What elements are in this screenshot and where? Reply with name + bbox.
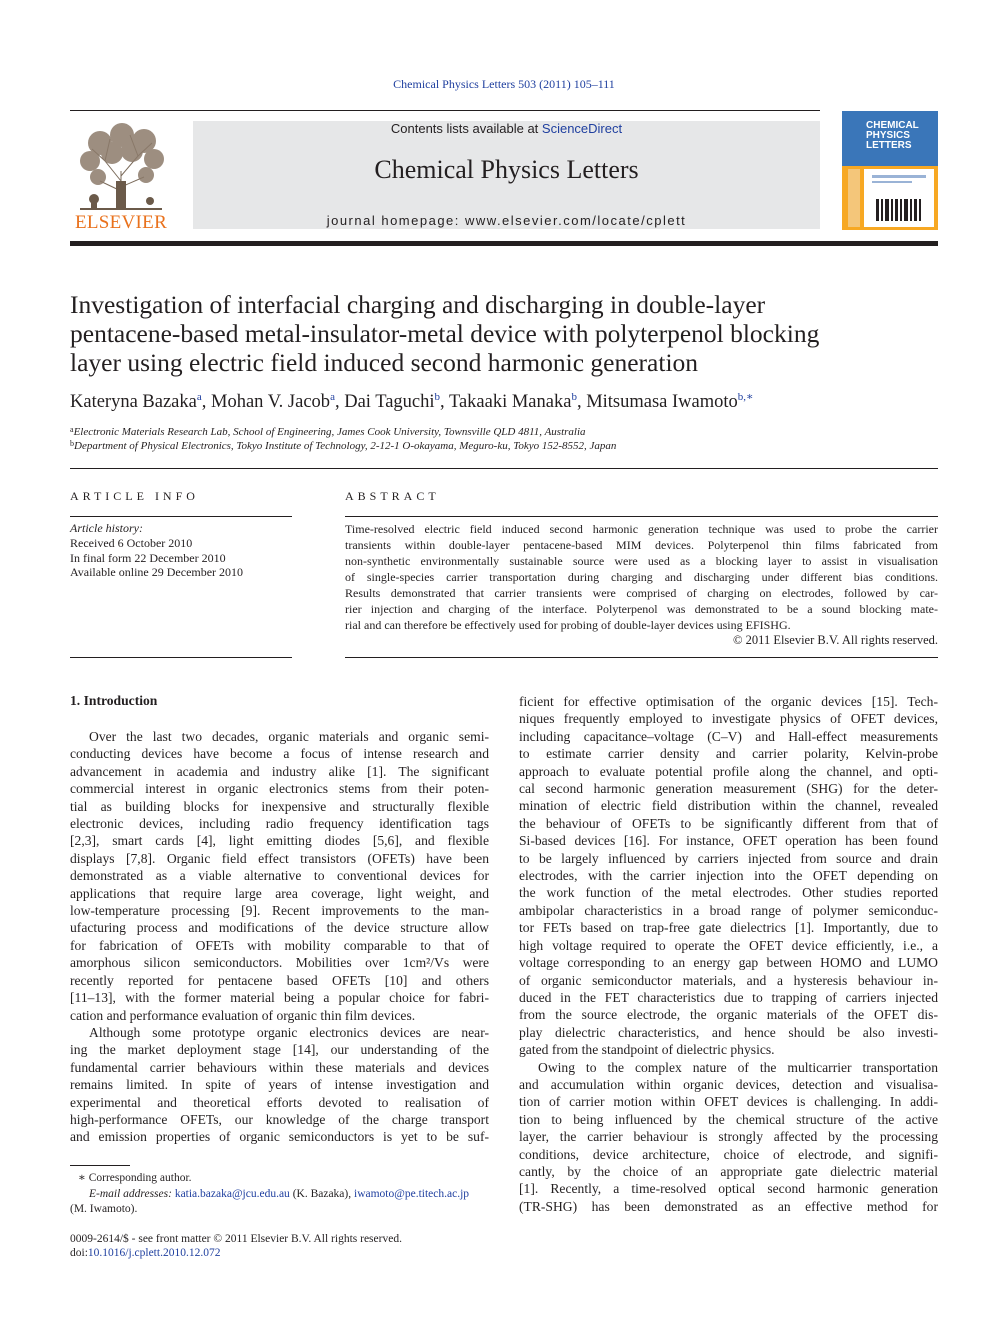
body-text-line: electronic devices, including radio frequency identification tags (70, 816, 489, 832)
body-text-line: displays [7,8]. Organic field effect transistors (OFETs) have been (70, 850, 489, 866)
title-line: layer using electric field induced second harmonic generation (70, 348, 699, 377)
author-name: Takaaki Manaka (448, 392, 572, 412)
body-text-line: Over the last two decades, organic materials and organic semi- (89, 729, 489, 744)
cover-barcode-icon (864, 169, 934, 227)
author-name: Mohan V. Jacob (211, 392, 331, 412)
body-text-line: high voltage required to operate the OFET device efficiently, i.e., a (519, 937, 938, 953)
body-text-line: remains limited. In spite of years of intense investigation and (70, 1077, 489, 1093)
body-text-line: [11–13], with the former material being a popular choice for fabri- (70, 990, 489, 1006)
abstract-line: rial and can therefore be effectively used for probing of double-layer devices using EFISHG. (345, 618, 791, 632)
body-text-line: the behaviour of OFETs to be significantly different from that of (519, 815, 938, 831)
divider (345, 657, 938, 658)
history-final-form: In final form 22 December 2010 (70, 550, 226, 565)
section-heading-introduction: 1. Introduction (70, 693, 158, 708)
body-text-line: applications that require large area coverage, light weight, and (70, 885, 489, 901)
body-text-line: demonstrated as a viable alternative to conventional devices for (70, 868, 489, 884)
cover-title (866, 121, 919, 151)
body-text-line: commercial interest in organic electronics stems from their poten- (70, 781, 489, 797)
body-text-line: experimental and theoretical efforts devoted to realisation of (70, 1094, 489, 1110)
body-text-line: to estimate carrier density and carrier polarity, Kelvin-probe (519, 746, 938, 762)
body-text-line: advancement in academia and industry alike [1]. The significant (70, 763, 489, 779)
affil-sup: a (70, 425, 74, 434)
article-title (70, 290, 920, 377)
affiliation-a (70, 425, 586, 438)
body-text-line: for fabrication of OFETs with mobility comparable to that of (70, 937, 489, 953)
title-line: Investigation of interfacial charging and discharging in double-layer (70, 290, 766, 319)
divider (70, 657, 292, 658)
body-text-line: layer, the carrier behaviour is strongly affected by the processing (519, 1129, 938, 1145)
author-list: Kateryna Bazaka$^a$, Mohan V. Jacob$^a$, Dai Taguchi$^b$, Takaaki Manaka$^b$, Mitsumasa Iwamoto$^{b,∗}$ (70, 391, 754, 412)
email-owner: (M. Iwamoto). (70, 1203, 138, 1215)
cover-title-line: CHEMICAL (866, 120, 919, 131)
body-text-line: the work function of the metal electrodes. Other studies reported (519, 885, 938, 901)
body-text-line: ficient for effective optimisation of the organic devices [15]. Tech- (519, 694, 938, 709)
cover-title-line: LETTERS (866, 140, 912, 151)
body-text-line: ambipolar characteristics in a broad range of polymer semiconduc- (519, 902, 938, 918)
email-link[interactable]: katia.bazaka@jcu.edu.au (174, 1188, 290, 1200)
history-available: Available online 29 December 2010 (70, 565, 244, 580)
body-text-line: Owing to the complex nature of the multicarrier transportation (538, 1059, 938, 1075)
body-text-line: ing the market deployment stage [14], our understanding of the (70, 1042, 489, 1058)
body-text-line: tion of carrier motion within OFET devices is challenging. In addi- (519, 1094, 938, 1110)
body-text-line: electrodes, with the carrier injection into the OFET depending on (519, 868, 938, 884)
history-received: Received 6 October 2010 (70, 535, 193, 550)
body-text-line: of organic semiconductor materials, and a hysteresis behaviour in- (519, 972, 938, 988)
body-text-line: tial as building blocks for inexpensive and structurally flexible (70, 798, 489, 814)
body-text-line: Although some prototype organic electronics devices are near- (89, 1024, 489, 1040)
contents-line (193, 121, 820, 136)
journal-title: Chemical Physics Letters (374, 155, 639, 184)
body-text-line: cal second harmonic generation measurement (SHG) for the deter- (519, 781, 938, 797)
divider (70, 516, 292, 517)
affil-text: Electronic Materials Research Lab, School of Engineering, James Cook University, Townsville QLD 4811, Australia (73, 426, 586, 438)
elsevier-wordmark: ELSEVIER (74, 212, 168, 233)
body-text-line: Si-based devices [16]. For instance, OFET operation has been found (519, 833, 938, 849)
history-label: Article history: (70, 521, 143, 535)
body-text-line: mination of electric field distribution within the channel, revealed (519, 798, 938, 814)
affil-text: Department of Physical Electronics, Tokyo Institute of Technology, 2-12-1 O-okayama, Meguro-ku, Tokyo 152-8552, Japan (74, 440, 617, 452)
doi-link[interactable]: 10.1016/j.cplett.2010.12.072 (87, 1247, 221, 1259)
body-text-line: to be largely influenced by carriers injected from source and drain (519, 850, 938, 866)
body-text-line: low-temperature processing [9]. Recent improvements to the man- (70, 903, 489, 919)
divider (345, 516, 938, 517)
abstract-line: non-synthetic environmentally sustainable source were used as a blocking layer to assist in visualisation (345, 554, 938, 568)
body-text-line: conditions, device architecture, choice of electrode, and signifi- (519, 1146, 938, 1162)
body-text-line: tor FETs based on trap-free gate dielectrics [1]. Importantly, due to (519, 920, 938, 936)
article-history (70, 521, 292, 580)
email-owner: (K. Bazaka), (292, 1188, 352, 1200)
abstract-line: of single-species carrier transportation during charging and discharging under different bias conditions. (345, 570, 938, 584)
body-text-line: high-performance OFETs, our knowledge of the charge transport (70, 1111, 489, 1127)
corresponding-author-note (70, 1170, 490, 1186)
body-text-line: niques frequently employed to investigate physics of OFET devices, (519, 711, 938, 727)
body-text-line: fundamental carrier behaviours within these materials and devices (70, 1059, 489, 1075)
journal-cover-thumbnail[interactable] (842, 111, 938, 230)
cover-inner-panel (864, 169, 934, 227)
abstract-line: Results demonstrated that carrier transients were comprised of charging on electrodes, followed by car- (345, 586, 938, 600)
header-thick-rule (70, 241, 938, 246)
body-text-line: voltage corresponding to an energy gap between HOMO and LUMO (519, 955, 938, 971)
author-affil-sup[interactable]: b,∗ (737, 391, 754, 403)
author-affil-sup[interactable]: a (196, 391, 202, 403)
doi-prefix: doi: (70, 1247, 88, 1259)
footnote-rule (70, 1165, 130, 1166)
cover-strip (848, 169, 860, 227)
abstract-line: rier injection and charging of the interface. Polyterpenol was demonstrated to be a sound blocking mate- (345, 602, 938, 616)
body-text-line: cantly, by the choice of an appropriate gate dielectric material (519, 1163, 938, 1179)
email-addresses (70, 1186, 490, 1202)
body-text-line: gated from the standpoint of dielectric physics. (519, 1042, 775, 1058)
affiliation-b (70, 439, 616, 452)
left-column (70, 728, 489, 1146)
body-text-line: ufacturing process and modifications of the device structure allow (70, 920, 489, 936)
abstract-copyright: © 2011 Elsevier B.V. All rights reserved. (733, 633, 938, 647)
corresponding-text: ∗ Corresponding author. (78, 1172, 192, 1184)
body-text-line: play dielectric characteristics, and hence should be also investi- (519, 1024, 938, 1040)
body-text-line: approach to evaluate potential profile along the channel, and opti- (519, 763, 938, 779)
journal-reference[interactable]: Chemical Physics Letters 503 (2011) 105–111 (393, 77, 615, 91)
body-text-line: from the source electrode, the organic materials of the OFET dis- (519, 1007, 938, 1023)
email-owner-line (70, 1201, 490, 1217)
right-column (519, 693, 938, 1215)
body-text-line: including capacitance–voltage (C–V) and Hall-effect measurements (519, 728, 938, 744)
email-label: E-mail addresses: (89, 1188, 172, 1200)
article-info-heading: ARTICLE INFO (70, 489, 199, 503)
journal-homepage[interactable]: journal homepage: www.elsevier.com/locate/cplett (326, 213, 687, 228)
body-text-line: conducting devices have become a focus of intense research and (70, 746, 489, 762)
body-text-line: [1]. Recently, a time-resolved optical second harmonic generation (519, 1181, 938, 1197)
body-text-line: (TR-SHG) has been demonstrated as an effective method for (519, 1198, 938, 1214)
body-text-line: recently reported for pentacene based OFETs [10] and others (70, 972, 489, 988)
body-text-line: cation and performance evaluation of organic thin film devices. (70, 1007, 416, 1023)
title-line: pentacene-based metal-insulator-metal device with polyterpenol blocking (70, 319, 820, 348)
affil-sup: b (70, 439, 74, 448)
author-name: Dai Taguchi (344, 392, 435, 412)
body-text-line: and emission properties of organic semiconductors is yet to be suf- (70, 1129, 489, 1145)
body-text-line: and accumulation within organic devices, detection and visualisa- (519, 1076, 938, 1092)
abstract-line: Time-resolved electric field induced second harmonic generation technique was used to probe the carrier (345, 522, 938, 536)
body-text-line: amorphous silicon semiconductors. Mobilities over 1cm²/Vs were (70, 955, 489, 971)
abstract-text (345, 521, 938, 633)
email-link[interactable]: iwamoto@pe.titech.ac.jp (354, 1188, 470, 1200)
top-rule (70, 110, 820, 111)
abstract-line: transients within double-layer pentacene-based MIM devices. Polyterpenol thin films fabricated from (345, 538, 938, 552)
divider (70, 468, 938, 469)
author-affil-sup[interactable]: a (330, 391, 335, 403)
doi-line (70, 1246, 220, 1261)
contents-prefix: Contents lists available at (390, 121, 542, 136)
abstract-heading: ABSTRACT (345, 489, 440, 503)
sciencedirect-link[interactable]: ScienceDirect (541, 121, 623, 136)
author-name: Kateryna Bazaka (70, 392, 197, 412)
author-name: Mitsumasa Iwamoto (586, 392, 738, 412)
body-text-line: [2,3], smart cards [4], light emitting diodes [5,6], and flexible (70, 833, 489, 849)
body-text-line: duced in the FET characteristics due to trapping of carriers injected (519, 989, 938, 1005)
body-text-line: tion to being influenced by the chemical structure of the active (519, 1111, 938, 1127)
cover-title-line: PHYSICS (866, 130, 910, 141)
author-affil-sup[interactable]: b (434, 391, 441, 403)
author-affil-sup[interactable]: b (571, 391, 577, 403)
issn-line: 0009-2614/$ - see front matter © 2011 Elsevier B.V. All rights reserved. (70, 1233, 402, 1245)
